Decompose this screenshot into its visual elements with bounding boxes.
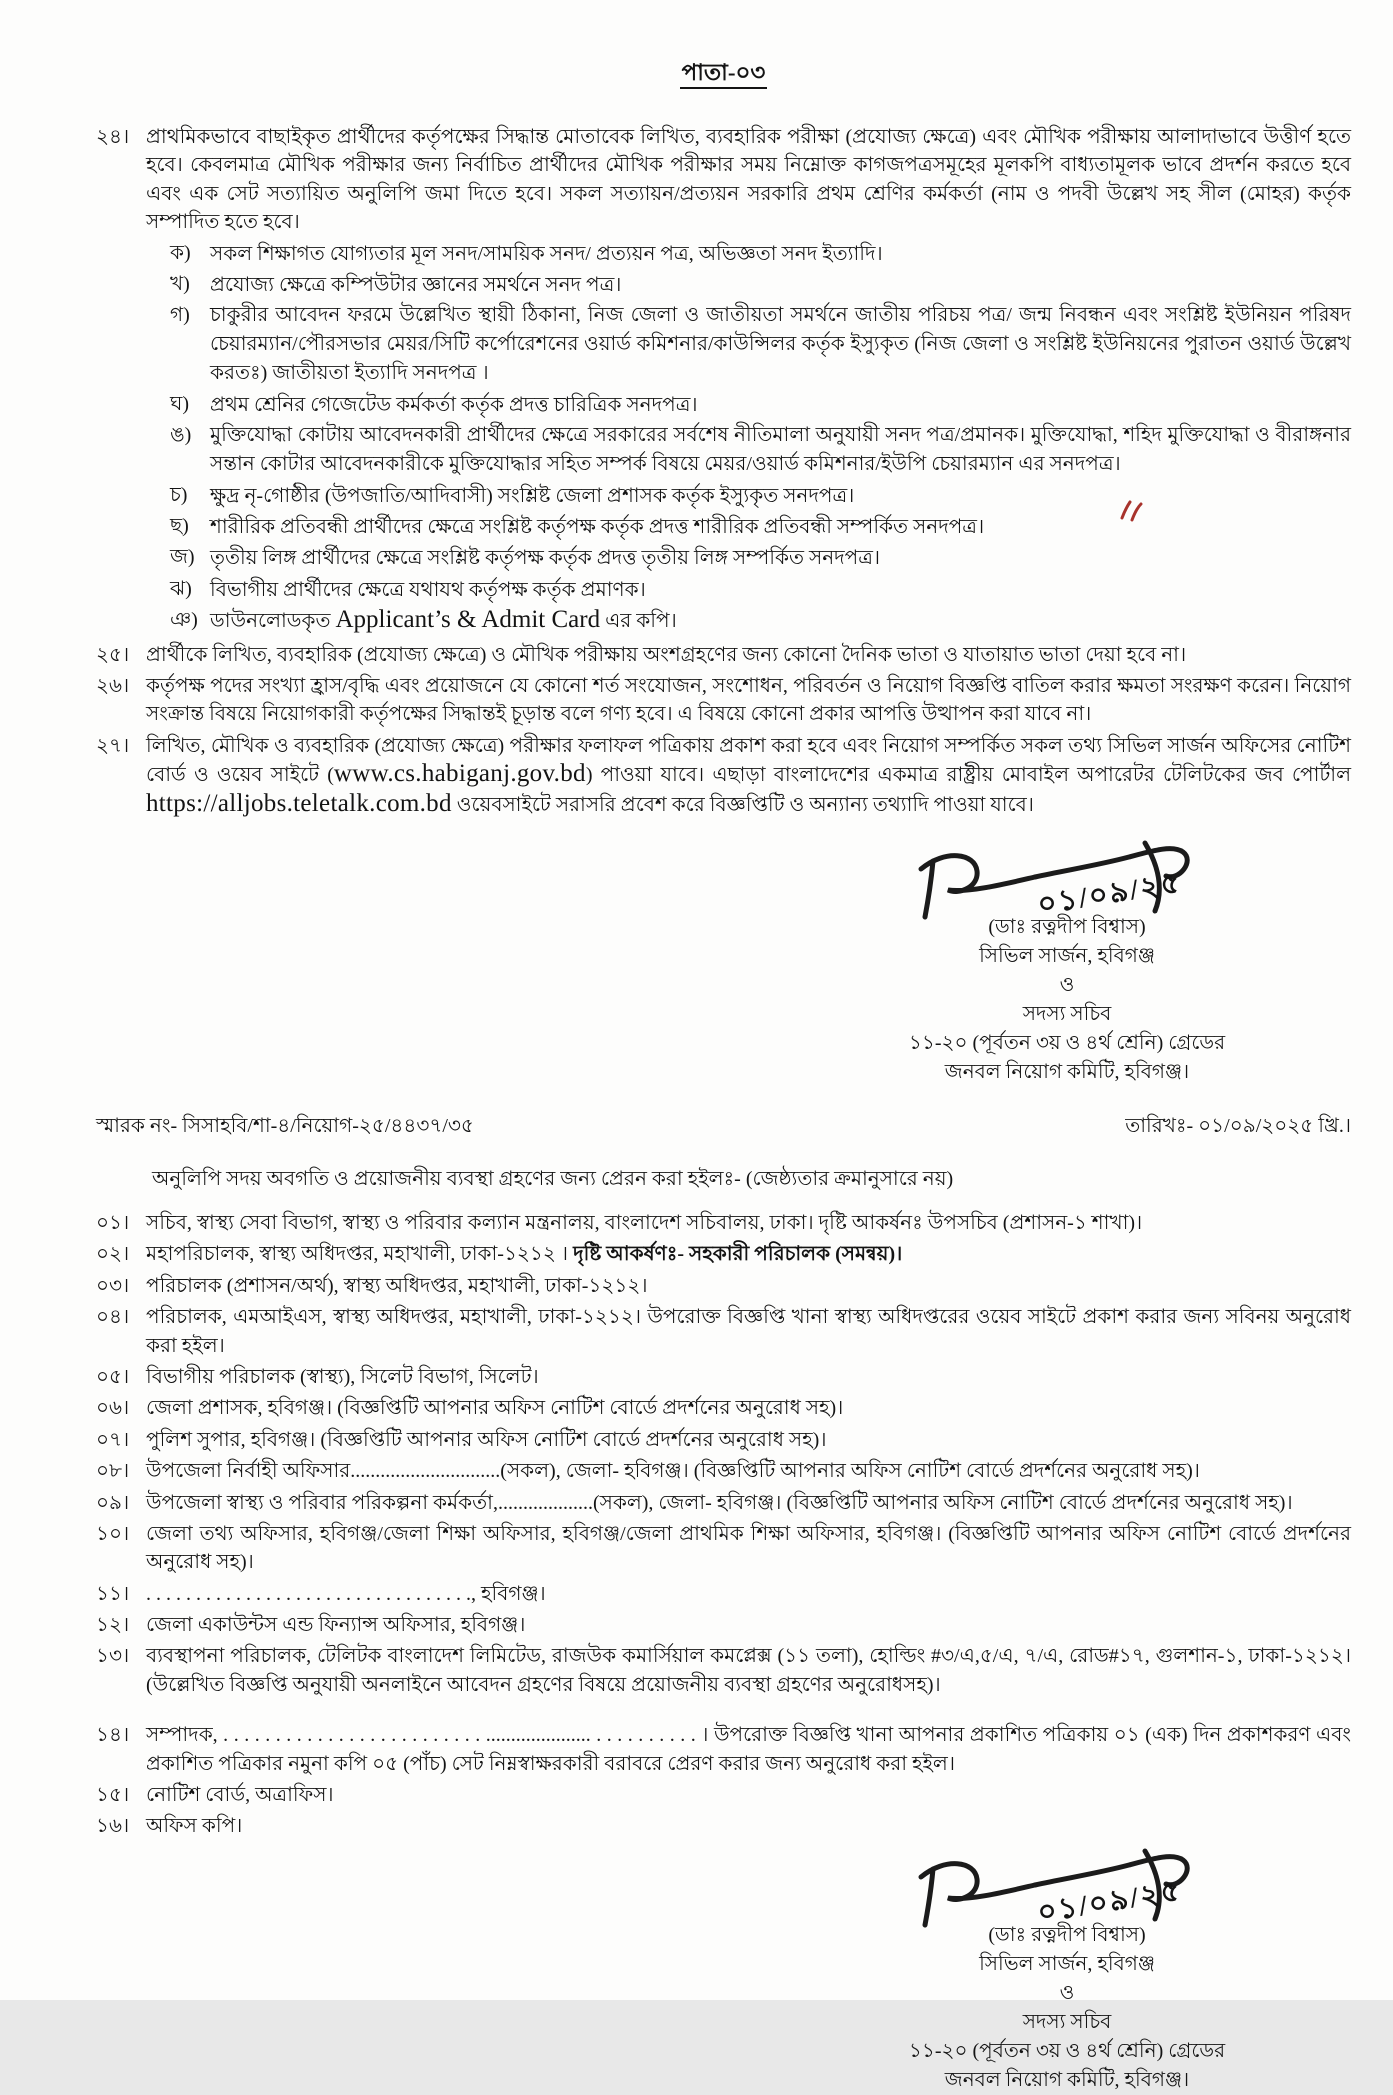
item-text-main: সচিব, স্বাস্থ্য সেবা বিভাগ, স্বাস্থ্য ও পরিবার কল্যান মন্ত্রনালয়, বাংলাদেশ সচিবালয়, ঢাকা। দৃষ্টি আকর্ষনঃ উপসচিব (প্রশাসন-১ শাখা)।	[146, 1211, 1143, 1234]
term-26	[96, 672, 1351, 729]
red-pen-mark-icon	[1116, 498, 1146, 529]
item-number: ০৪।	[96, 1306, 130, 1329]
item-text-main: শারীরিক প্রতিবন্ধী প্রার্থীদের ক্ষেত্রে সংশ্লিষ্ট কর্তৃপক্ষ কর্তৃক প্রদত্ত শারীরিক প্রতিবন্ধী সম্পর্কিত সনদপত্র।	[210, 516, 985, 539]
term-number: ২৭।	[96, 734, 130, 757]
item-label: ঝ)	[170, 577, 192, 600]
term-27-text-3: ওয়েবসাইটে সরাসরি প্রবেশ করে বিজ্ঞপ্তিটি ও অন্যান্য তথ্যাদি পাওয়া যাবে।	[451, 793, 1034, 816]
item-text	[146, 1812, 1351, 1840]
item-text-main: মহাপরিচালক, স্বাস্থ্য অধিদপ্তর, মহাখালী, ঢাকা-১২১২ ।	[146, 1243, 574, 1266]
item-text	[146, 1781, 1351, 1809]
item-text	[146, 1520, 1351, 1577]
distribution-item-10	[96, 1520, 1351, 1577]
list-item	[170, 575, 1351, 604]
item-number: ০৫।	[96, 1365, 130, 1388]
signatory-title: সিভিল সার্জন, হবিগঞ্জ	[979, 1952, 1155, 1975]
list-item	[170, 301, 1351, 387]
item-text	[210, 512, 1351, 541]
signatory-title: সিভিল সার্জন, হবিগঞ্জ	[979, 944, 1155, 967]
distribution-item-16	[96, 1812, 1351, 1840]
item-text-main: বিভাগীয় প্রার্থীদের ক্ষেত্রে যথাযথ কর্তৃপক্ষ কর্তৃক প্রমাণক।	[210, 578, 646, 601]
item-number: ০৯।	[96, 1491, 130, 1514]
item-text	[146, 1363, 1351, 1391]
item-text-main: পরিচালক, এমআইএস, স্বাস্থ্য অধিদপ্তর, মহাখালী, ঢাকা-১২১২। উপরোক্ত বিজ্ঞপ্তি খানা স্বাস্থ্য অধিদপ্তরের ওয়েব সাইটে প্রকাশ করার জন্য সবিনয় অনুরোধ করা হইল।	[146, 1306, 1351, 1357]
list-item	[170, 239, 1351, 268]
item-text-main: চাকুরীর আবেদন ফরমে উল্লেখিত স্থায়ী ঠিকানা, নিজ জেলা ও জাতীয়তা সমর্থনে জাতীয় পরিচয় পত্র/ জন্ম নিবন্ধন এবং সংশ্লিষ্ট ইউনিয়ন পরিষদ চেয়ারম্যান/পৌরসভার মেয়র/সিটি কর্পোরেশনের ওয়ার্ড কমিশনার/কাউন্সিলর কর্তৃক ইস্যুকৃত (নিজ জেলা ও সংশ্লিষ্ট ইউনিয়নের পুরাতন ওয়ার্ড উল্লেখ করতঃ) জাতীয়তা ইত্যাদি সনদপত্র ।	[210, 304, 1351, 385]
page-number-heading: পাতা-০৩	[680, 60, 768, 89]
item-text-main: পুলিশ সুপার, হবিগঞ্জ। (বিজ্ঞপ্তিটি আপনার অফিস নোটিশ বোর্ডে প্রদর্শনের অনুরোধ সহ)।	[146, 1428, 827, 1451]
item-label: ছ)	[170, 515, 189, 538]
item-number: ১২।	[96, 1614, 130, 1637]
item-text	[146, 1721, 1351, 1778]
item-text	[146, 1209, 1351, 1237]
item-number: ০৩।	[96, 1274, 130, 1297]
item-text	[146, 1240, 1351, 1268]
signature-art	[847, 839, 1287, 923]
signatory-name: (ডাঃ রত্নদীপ বিশ্বাস)	[988, 1923, 1146, 1946]
signatory-role: সদস্য সচিব	[1022, 1002, 1112, 1025]
item-number: ১৩।	[96, 1645, 130, 1668]
item-label: জ)	[170, 546, 195, 569]
term-body: প্রার্থীকে লিখিত, ব্যবহারিক (প্রযোজ্য ক্ষেত্রে) ও মৌখিক পরীক্ষায় অংশগ্রহণের জন্য কোনো দৈনিক ভাতা ও যাতায়াত ভাতা দেয়া হবে না।	[146, 643, 1187, 666]
item-text-main: সম্পাদক, . . . . . . . . . . . . . . . . . . . . . . . . . ..................... . . . . . . . . . . । উপরোক্ত বিজ্ঞপ্তি খানা আপনার প্রকাশিত পত্রিকায় ০১ (এক) দিন প্রকাশকরণ এবং প্রকাশিত পত্রিকার নমুনা কপি ০৫ (পাঁচ) সেট নিম্নস্বাক্ষরকারী বরাবরে প্রেরণ করার জন্য অনুরোধ করা হইল।	[146, 1724, 1351, 1775]
item-text-main: মুক্তিযোদ্ধা কোটায় আবেদনকারী প্রার্থীদের ক্ষেত্রে সরকারের সর্বশেষ নীতিমালা অনুযায়ী সনদ পত্র/প্রমানক। মুক্তিযোদ্ধা, শহিদ মুক্তিযোদ্ধা ও বীরাঙ্গনার সন্তান কোটার আবেদনকারীকে মুক্তিযোদ্ধার সহিত সম্পর্ক বিষয়ে মেয়র/ওয়ার্ড কমিশনার/ইউপি চেয়ারম্যান এর সনদপত্র।	[210, 423, 1351, 476]
item-text	[146, 1272, 1351, 1300]
item-text	[210, 575, 1351, 604]
signatory-conjunction: ও	[1059, 1981, 1075, 2004]
term-27	[96, 732, 1351, 819]
distribution-item-06	[96, 1394, 1351, 1422]
terms-section	[96, 123, 1351, 819]
page-title	[96, 54, 1351, 93]
item-text-main: প্রযোজ্য ক্ষেত্রে কম্পিউটার জ্ঞানের সমর্থনে সনদ পত্র।	[210, 273, 622, 296]
signatory-name: (ডাঃ রত্নদীপ বিশ্বাস)	[988, 915, 1146, 938]
item-number: ০৬।	[96, 1397, 130, 1420]
item-text-main: নোটিশ বোর্ড, অত্রাফিস।	[146, 1784, 334, 1807]
term-27-text-2: ) পাওয়া যাবে। এছাড়া বাংলাদেশের একমাত্র রাষ্ট্রীয় মোবাইল অপারেটর টেলিটকের জব পোর্টাল	[585, 764, 1351, 787]
signature-block-top	[847, 839, 1287, 1087]
civil-surgeon-website-link[interactable]: www.cs.habiganj.gov.bd	[333, 760, 586, 788]
item-text	[210, 421, 1351, 479]
list-item	[170, 606, 1351, 635]
item-text-main: উপজেলা স্বাস্থ্য ও পরিবার পরিকল্পনা কর্মকর্তা,...................(সকল), জেলা- হবিগঞ্জ। (বিজ্ঞপ্তিটি আপনার অফিস নোটিশ বোর্ডে প্রদর্শনের অনুরোধ সহ)।	[146, 1491, 1293, 1514]
item-text-main: ক্ষুদ্র নৃ-গোষ্ঠীর (উপজাতি/আদিবাসী) সংশ্লিষ্ট জেলা প্রশাসক কর্তৃক ইস্যুকৃত সনদপত্র।	[210, 484, 855, 507]
item-text	[146, 1426, 1351, 1454]
item-text-main: জেলা একাউন্টস এন্ড ফিন্যান্স অফিসার, হবিগঞ্জ।	[146, 1614, 526, 1637]
distribution-list	[96, 1209, 1351, 1841]
handwritten-date: ০১/০৯/২৫	[1035, 866, 1184, 922]
alljobs-teletalk-link[interactable]: https://alljobs.teletalk.com.bd	[146, 789, 452, 817]
item-label: ক)	[170, 241, 191, 264]
distribution-item-03	[96, 1272, 1351, 1300]
item-text	[146, 1642, 1351, 1699]
term-number: ২৪।	[96, 126, 130, 148]
committee-grade: ১১-২০ (পূর্বতন ৩য় ও ৪র্থ শ্রেনি) গ্রেডের	[908, 2039, 1226, 2062]
committee-grade: ১১-২০ (পূর্বতন ৩য় ও ৪র্থ শ্রেনি) গ্রেডের	[908, 1031, 1226, 1054]
memo-reference-number: স্মারক নং- সিসাহবি/শা-৪/নিয়োগ-২৫/৪৪৩৭/৩৫	[96, 1114, 474, 1137]
term-body: কর্তৃপক্ষ পদের সংখ্যা হ্রাস/বৃদ্ধি এবং প্রয়োজনে যে কোনো শর্ত সংযোজন, সংশোধন, পরিবর্তন ও নিয়োগ বিজ্ঞপ্তি বাতিল করার ক্ষমতা সংরক্ষণ করেন। নিয়োগ সংক্রান্ত বিষয়ে নিয়োগকারী কর্তৃপক্ষের সিদ্ধান্তই চূড়ান্ত বলে গণ্য হবে। এ বিষয়ে কোনো প্রকার আপত্তি উত্থাপন করা যাবে না।	[146, 675, 1351, 726]
item-text-main: জেলা তথ্য অফিসার, হবিগঞ্জ/জেলা শিক্ষা অফিসার, হবিগঞ্জ/জেলা প্রাথমিক শিক্ষা অফিসার, হবিগঞ্জ। (বিজ্ঞপ্তিটি আপনার অফিস নোটিশ বোর্ডে প্রদর্শনের অনুরোধ সহ)।	[146, 1522, 1351, 1574]
list-item	[170, 390, 1351, 419]
item-label: গ)	[170, 304, 190, 327]
item-text	[146, 1303, 1351, 1360]
distribution-item-04	[96, 1303, 1351, 1360]
term-25	[96, 641, 1351, 669]
list-item	[170, 270, 1351, 299]
item-number: ১৫।	[96, 1784, 130, 1807]
item-number: ১৬।	[96, 1815, 130, 1838]
distribution-item-01	[96, 1209, 1351, 1237]
item-text-after: এর কপি।	[600, 610, 677, 633]
term-27-text-1: লিখিত, মৌখিক ও ব্যবহারিক (প্রযোজ্য ক্ষেত্রে) পরীক্ষার ফলাফল পত্রিকায় প্রকাশ করা হবে এবং নিয়োগ সম্পর্কিত সকল তথ্য সিভিল সার্জন অফিসের নোটিশ বোর্ড ও ওয়েব সাইটে (	[146, 734, 1351, 787]
committee-name: জনবল নিয়োগ কমিটি, হবিগঞ্জ।	[944, 1060, 1190, 1083]
item-label: ঘ)	[170, 392, 190, 415]
item-text-main: সকল শিক্ষাগত যোগ্যতার মূল সনদ/সাময়িক সনদ/ প্রত্যয়ন পত্র, অভিজ্ঞতা সনদ ইত্যাদি।	[210, 242, 883, 265]
item-text-main: জেলা প্রশাসক, হবিগঞ্জ। (বিজ্ঞপ্তিটি আপনার অফিস নোটিশ বোর্ডে প্রদর্শনের অনুরোধ সহ)।	[146, 1397, 844, 1420]
item-text	[210, 239, 1351, 268]
item-text-main: ডাউনলোডকৃত	[210, 610, 336, 633]
item-text	[146, 1611, 1351, 1639]
item-label: চ)	[170, 483, 188, 506]
term-24	[96, 123, 1351, 638]
item-number: ০১।	[96, 1211, 130, 1234]
distribution-item-11	[96, 1580, 1351, 1608]
item-text	[146, 1394, 1351, 1422]
item-text-main: তৃতীয় লিঙ্গ প্রার্থীদের ক্ষেত্রে সংশ্লিষ্ট কর্তৃপক্ষ কর্তৃক প্রদত্ত তৃতীয় লিঙ্গ সম্পর্কিত সনদপত্র।	[210, 547, 881, 570]
distribution-item-08	[96, 1457, 1351, 1485]
item-text	[210, 606, 1351, 635]
applicant-admit-card-label: Applicant’s & Admit Card	[335, 606, 601, 634]
item-number: ১৪।	[96, 1724, 130, 1747]
item-text-main: ব্যবস্থাপনা পরিচালক, টেলিটক বাংলাদেশ লিমিটেড, রাজউক কমার্সিয়াল কমপ্লেক্স (১১ তলা), হোল্ডিং #৩/এ,৫/এ, ৭/এ, রোড#১৭, গুলশান-১, ঢাকা-১২১২। (উল্লেখিত বিজ্ঞপ্তি অনুযায়ী অনলাইনে আবেদন গ্রহণের বিষয়ে প্রয়োজনীয় ব্যবস্থা গ্রহণের অনুরোধসহ)।	[146, 1645, 1351, 1696]
item-text	[146, 1489, 1351, 1517]
item-text-main: প্রথম শ্রেনির গেজেটেড কর্মকর্তা কর্তৃক প্রদত্ত চারিত্রিক সনদপত্র।	[210, 393, 698, 416]
signatory-role: সদস্য সচিব	[1022, 2010, 1112, 2033]
distribution-item-14	[96, 1721, 1351, 1778]
item-number: ১০।	[96, 1522, 130, 1545]
item-label: খ)	[170, 272, 190, 295]
item-text	[146, 1457, 1351, 1485]
distribution-item-13	[96, 1642, 1351, 1699]
item-text-main: উপজেলা নির্বাহী অফিসার..............................(সকল), জেলা- হবিগঞ্জ। (বিজ্ঞপ্তিটি আপনার অফিস নোটিশ বোর্ডে প্রদর্শনের অনুরোধ সহ)।	[146, 1460, 1200, 1483]
list-item	[170, 421, 1351, 479]
item-text-main: অফিস কপি।	[146, 1815, 243, 1838]
item-label: ঙ)	[170, 423, 192, 446]
item-text	[210, 270, 1351, 299]
item-text-main: পরিচালক (প্রশাসন/অর্থ), স্বাস্থ্য অধিদপ্তর, মহাখালী, ঢাকা-১২১২।	[146, 1274, 648, 1297]
distribution-item-09	[96, 1489, 1351, 1517]
memo-date: তারিখঃ- ০১/০৯/২০২৫ খ্রি.।	[1125, 1114, 1351, 1137]
distribution-item-02	[96, 1240, 1351, 1268]
handwritten-date: ০১/০৯/২৫	[1035, 1874, 1184, 1929]
list-item	[170, 481, 1351, 510]
item-text	[210, 543, 1351, 572]
distribution-item-15	[96, 1781, 1351, 1809]
item-label: ঞ)	[170, 609, 198, 632]
term-number: ২৬।	[96, 675, 130, 698]
required-documents-list	[170, 239, 1351, 636]
item-number: ১১।	[96, 1582, 130, 1605]
item-text	[210, 301, 1351, 387]
distribution-item-12	[96, 1611, 1351, 1639]
item-text-main: বিভাগীয় পরিচালক (স্বাস্থ্য), সিলেট বিভাগ, সিলেট।	[146, 1365, 539, 1388]
item-number: ০২।	[96, 1243, 130, 1266]
committee-name: জনবল নিয়োগ কমিটি, হবিগঞ্জ।	[944, 2068, 1190, 2091]
term-body	[146, 732, 1351, 819]
signatory-conjunction: ও	[1059, 973, 1075, 996]
item-number: ০৮।	[96, 1460, 130, 1483]
item-text	[146, 1580, 1351, 1608]
term-number: ২৫।	[96, 643, 130, 666]
signature-block-bottom	[847, 1847, 1287, 2095]
term-body	[146, 123, 1351, 638]
term-24-text: প্রাথমিকভাবে বাছাইকৃত প্রার্থীদের কর্তৃপক্ষের সিদ্ধান্ত মোতাবেক লিখিত, ব্যবহারিক পরীক্ষা (প্রযোজ্য ক্ষেত্রে) এবং মৌখিক পরীক্ষায় আলাদাভাবে উত্তীর্ণ হতে হবে। কেবলমাত্র মৌখিক পরীক্ষার জন্য নির্বাচিত প্রার্থীদের মৌখিক পরীক্ষার সময় নিম্নোক্ত কাগজপত্রসমূহের মূলকপি বাধ্যতামূলক ভাবে প্রদর্শন করতে হবে এবং এক সেট সত্যায়িত অনুলিপি জমা দিতে হবে। সকল সত্যায়ন/প্রত্যয়ন সরকারি প্রথম শ্রেণির কর্মকর্তা (নাম ও পদবী উল্লেখ সহ সীল (মোহর) কর্তৃক সম্পাদিত হতে হবে।	[146, 126, 1351, 234]
copy-distribution-intro: অনুলিপি সদয় অবগতি ও প্রয়োজনীয় ব্যবস্থা গ্রহণের জন্য প্রেরন করা হইলঃ- (জেষ্ঠ্যতার ক্রমানুসারে নয়)	[152, 1167, 954, 1190]
list-item	[170, 512, 1351, 541]
signature-art	[847, 1847, 1287, 1931]
list-item	[170, 543, 1351, 572]
item-number: ০৭।	[96, 1428, 130, 1451]
memo-row	[96, 1111, 1351, 1144]
item-text	[210, 390, 1351, 419]
item-text-main: . . . . . . . . . . . . . . . . . . . . . . . . . . . . . . . . ., হবিগঞ্জ।	[146, 1582, 546, 1605]
item-text-bold: দৃষ্টি আকর্ষণঃ- সহকারী পরিচালক (সমন্বয়)।	[573, 1243, 903, 1266]
distribution-item-05	[96, 1363, 1351, 1391]
item-text	[210, 481, 1351, 510]
distribution-item-07	[96, 1426, 1351, 1454]
